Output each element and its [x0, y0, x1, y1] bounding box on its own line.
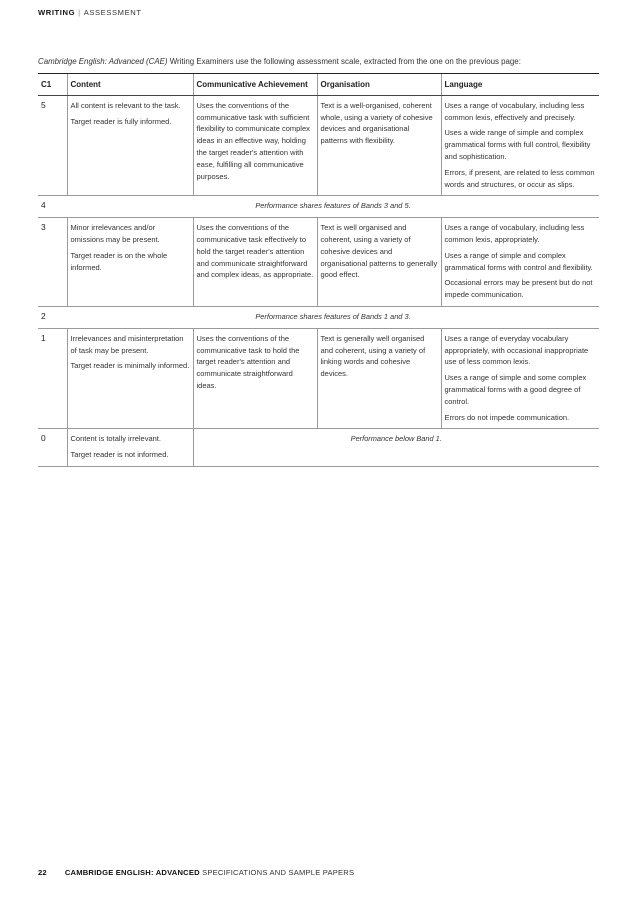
organisation-cell: [317, 218, 441, 307]
footer-title: SPECIFICATIONS AND SAMPLE PAPERS: [199, 868, 355, 877]
table-row-band-5: [38, 95, 599, 196]
band-number: 0: [38, 429, 67, 467]
cell-text: Occasional errors may be present but do not impede communication.: [444, 278, 593, 300]
cell-text: Errors do not impede communication.: [444, 412, 570, 422]
intro-text: [38, 57, 598, 66]
cell-text: Irrelevances and misinterpretation of task may be present.: [70, 333, 184, 355]
header-subsection: ASSESSMENT: [83, 8, 142, 17]
running-header: [38, 8, 142, 17]
cell-text: Text is well organised and coherent, using a variety of cohesive devices and organisational patterns to generally good effect.: [320, 223, 438, 280]
cell-text: Text is generally well organised and coherent, using a variety of linking words and cohesive devices.: [320, 333, 426, 379]
cell-text: Minor irrelevances and/or omissions may be present.: [70, 223, 160, 244]
cell-text: Uses the conventions of the communicative task effectively to hold the target reader's attention and communicate straightforward and complex ideas, as appropriate.: [196, 223, 314, 280]
shared-features-note: Performance shares features of Bands 1 and 3.: [67, 306, 599, 328]
assessment-scale-table: [38, 73, 599, 467]
cell-text: Uses a range of simple and some complex grammatical forms with a good degree of control.: [444, 373, 587, 406]
band-number: 1: [38, 328, 67, 429]
intro-rest: Writing Examiners use the following assessment scale, extracted from the one on the previous page:: [167, 57, 521, 66]
cell-text: Uses the conventions of the communicative task with sufficient flexibility to communicate complex ideas in an effective way, holding the target reader's attention with ease, fulfilling all communicative purposes.: [196, 100, 310, 181]
content-cell: [67, 328, 193, 429]
below-band-note: Performance below Band 1.: [193, 429, 599, 467]
cell-text: Uses a range of vocabulary, including less common lexis, appropriately.: [444, 223, 585, 244]
cell-text: All content is relevant to the task.: [70, 100, 181, 110]
header-language: Language: [441, 74, 599, 96]
intro-exam-name: Cambridge English: Advanced (CAE): [38, 57, 168, 66]
content-cell: [67, 95, 193, 196]
table-row-band-3: [38, 218, 599, 307]
cell-text: Text is a well-organised, coherent whole, using a variety of cohesive devices and organisational patterns with flexibility.: [320, 100, 433, 146]
header-section: WRITING: [38, 8, 76, 17]
content-cell: [67, 429, 193, 467]
band-number: 3: [38, 218, 67, 307]
cell-text: Uses a range of everyday vocabulary appropriately, with occasional inappropriate use of less common lexis.: [444, 333, 589, 367]
band-number: 2: [38, 306, 67, 328]
table-row-band-0: [38, 429, 599, 467]
language-cell: [441, 328, 599, 429]
table-row-band-1: [38, 328, 599, 429]
footer-brand: CAMBRIDGE ENGLISH: ADVANCED: [64, 868, 200, 877]
header-content: Content: [67, 74, 193, 96]
language-cell: [441, 218, 599, 307]
header-organisation: Organisation: [317, 74, 441, 96]
header-separator: |: [78, 8, 81, 17]
content-cell: [67, 218, 193, 307]
cell-text: Target reader is on the whole informed.: [70, 250, 168, 272]
cell-text: Target reader is fully informed.: [70, 116, 172, 126]
table-header-row: [38, 74, 599, 96]
cell-text: Uses a range of simple and complex grammatical forms with control and flexibility.: [444, 250, 593, 272]
language-cell: [441, 95, 599, 196]
cell-text: Uses a range of vocabulary, including less common lexis, effectively and precisely.: [444, 100, 585, 122]
band-number: 5: [38, 95, 67, 196]
shared-features-note: Performance shares features of Bands 3 and 5.: [67, 196, 599, 218]
table-row-band-2: [38, 306, 599, 328]
band-number: 4: [38, 196, 67, 218]
cell-text: Uses a wide range of simple and complex grammatical forms with full control, flexibility and sophistication.: [444, 128, 591, 161]
cell-text: Uses the conventions of the communicative task to hold the target reader's attention and communicate straightforward ideas.: [196, 333, 300, 390]
page-number: 22: [38, 868, 47, 877]
organisation-cell: [317, 328, 441, 429]
communicative-cell: [193, 328, 317, 429]
cell-text: Errors, if present, are related to less common words and structures, or occur as slips.: [444, 167, 595, 189]
table-row-band-4: [38, 196, 599, 218]
cell-text: Target reader is not informed.: [70, 450, 169, 460]
organisation-cell: [317, 95, 441, 196]
communicative-cell: [193, 95, 317, 196]
page-footer: [38, 868, 354, 877]
cell-text: Target reader is minimally informed.: [70, 361, 190, 371]
header-communicative-achievement: Communicative Achievement: [193, 74, 317, 96]
header-c1: C1: [38, 74, 67, 96]
cell-text: Content is totally irrelevant.: [70, 434, 161, 444]
communicative-cell: [193, 218, 317, 307]
